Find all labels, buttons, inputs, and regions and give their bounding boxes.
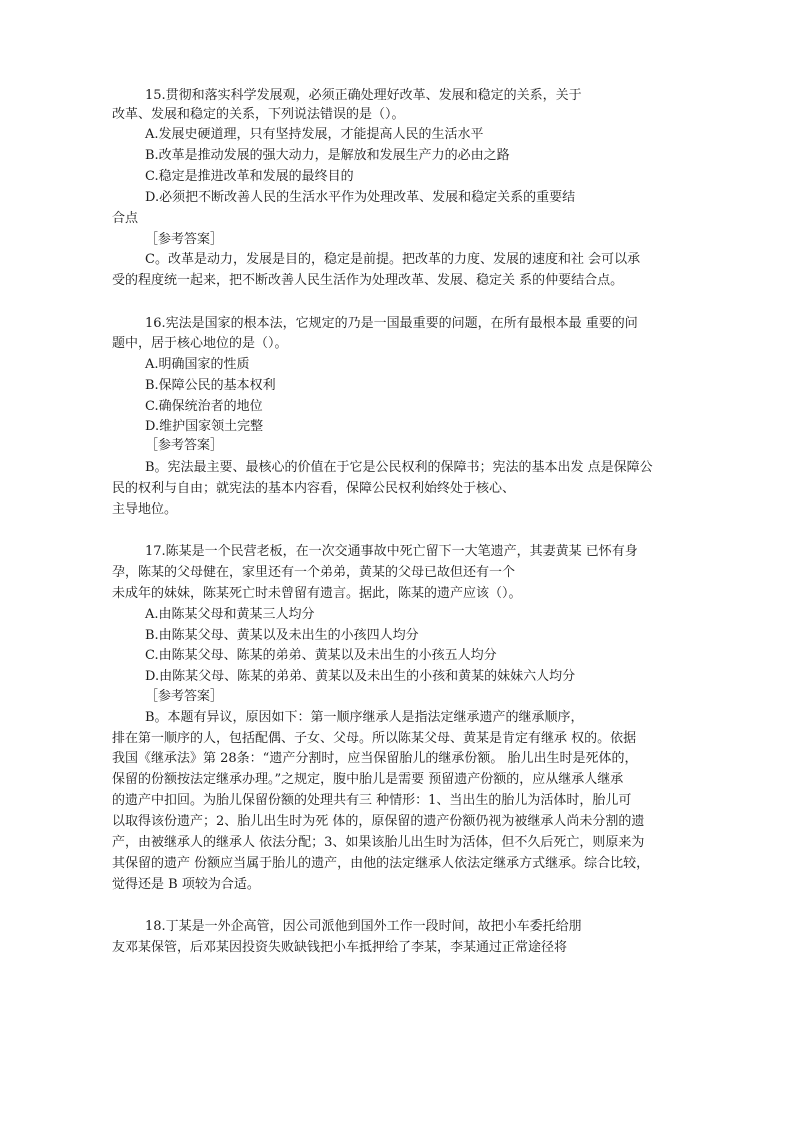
question-stem: 改革、发展和稳定的关系，下列说法错误的是（）。: [112, 107, 405, 122]
option-d: D.维护国家领土完整: [145, 419, 264, 434]
question-stem: 18.丁某是一外企高管，因公司派他到国外工作一段时间，故把小车委托给朋: [145, 919, 582, 934]
option-d: D.由陈某父母、陈某的弟弟、黄某以及未出生的小孩和黄某的妹妹六人均分: [145, 669, 576, 684]
question-stem: 孕，陈某的父母健在，家里还有一个弟弟，黄某的父母已故但还有一个: [112, 565, 516, 580]
answer-text: 的遗产中扣回。为胎儿保留份额的处理共有三 种情形：1、当出生的胎儿为活体时，胎儿可: [112, 793, 632, 808]
option-a: A.发展史硬道理，只有坚持发展，才能提高人民的生活水平: [145, 127, 484, 142]
answer-text: C。改革是动力，发展是目的，稳定是前提。把改革的力度、发展的速度和社 会可以承: [145, 252, 641, 267]
option-d: 合点: [112, 211, 139, 226]
answer-label: ［参考答案］: [145, 689, 224, 704]
answer-text: 受的程度统一起来，把不断改善人民生活作为处理改革、发展、稳定关 系的仲要结合点。: [112, 273, 624, 288]
option-b: B.由陈某父母、黄某以及未出生的小孩四人均分: [145, 628, 419, 643]
question-stem: 17.陈某是一个民营老板，在一次交通事故中死亡留下一大笔遗产，其妻黄某 已怀有身: [145, 544, 638, 559]
answer-text: 产，由被继承人的继承人 依法分配；3、如果该胎儿出生时为活体，但不久后死亡，则原来为: [112, 835, 645, 850]
question-stem: 友邓某保管，后邓某因投资失败缺钱把小车抵押给了李某，李某通过正常途径将: [112, 940, 568, 955]
answer-label: ［参考答案］: [145, 232, 224, 247]
answer-text: 其保留的遗产 份额应当属于胎儿的遗产，由他的法定继承人依法定继承方式继承。综合比较，: [112, 856, 650, 871]
option-b: B.改革是推动发展的强大动力，是解放和发展生产力的必由之路: [145, 148, 510, 163]
answer-text: 以取得该份遗产；2、胎儿出生时为死 体的，原保留的遗产份额仍视为被继承人尚未分割的遗: [112, 814, 645, 829]
answer-text: 保留的份额按法定继承办理。”之规定，腹中胎儿是需要 预留遗产份额的，应从继承人继承: [112, 772, 624, 787]
answer-text: 觉得还是 B 项较为合适。: [112, 877, 260, 892]
question-stem: 未成年的妹妹，陈某死亡时未曾留有遗言。据此，陈某的遗产应该（）。: [112, 586, 522, 601]
answer-label: ［参考答案］: [145, 438, 224, 453]
question-stem: 15.贯彻和落实科学发展观，必须正确处理好改革、发展和稳定的关系，关于: [145, 88, 582, 103]
answer-text: 我国《继承法》第 28条：“遗产分割时，应当保留胎儿的继承份额。 胎儿出生时是死体的，: [112, 751, 638, 766]
option-a: A.由陈某父母和黄某三人均分: [145, 607, 315, 622]
option-c: C.确保统治者的地位: [145, 399, 263, 414]
question-stem: 16.宪法是国家的根本法，它规定的乃是一国最重要的问题，在所有最根本最 重要的问: [145, 316, 638, 331]
answer-text: 主导地位。: [112, 502, 178, 517]
option-b: B.保障公民的基本权利: [145, 378, 276, 393]
answer-text: 民的权利与自由；就宪法的基本内容看，保障公民权利始终处于核心、: [112, 481, 516, 496]
answer-text: B。宪法最主要、最核心的价值在于它是公民权利的保障书；宪法的基本出发 点是保障公: [145, 460, 653, 475]
option-a: A.明确国家的性质: [145, 357, 250, 372]
answer-text: B。本题有异议，原因如下：第一顺序继承人是指法定继承遗产的继承顺序，: [145, 710, 584, 725]
option-c: C.由陈某父母、陈某的弟弟、黄某以及未出生的小孩五人均分: [145, 648, 497, 663]
option-c: C.稳定是推进改革和发展的最终目的: [145, 169, 354, 184]
answer-text: 排在第一顺序的人，包括配偶、子女、父母。所以陈某父母、黄某是肯定有继承 权的。依据: [112, 731, 637, 746]
option-d: D.必须把不断改善人民的生活水平作为处理改革、发展和稳定关系的重要结: [145, 190, 576, 205]
question-stem: 题中，居于核心地位的是（）。: [112, 336, 288, 351]
